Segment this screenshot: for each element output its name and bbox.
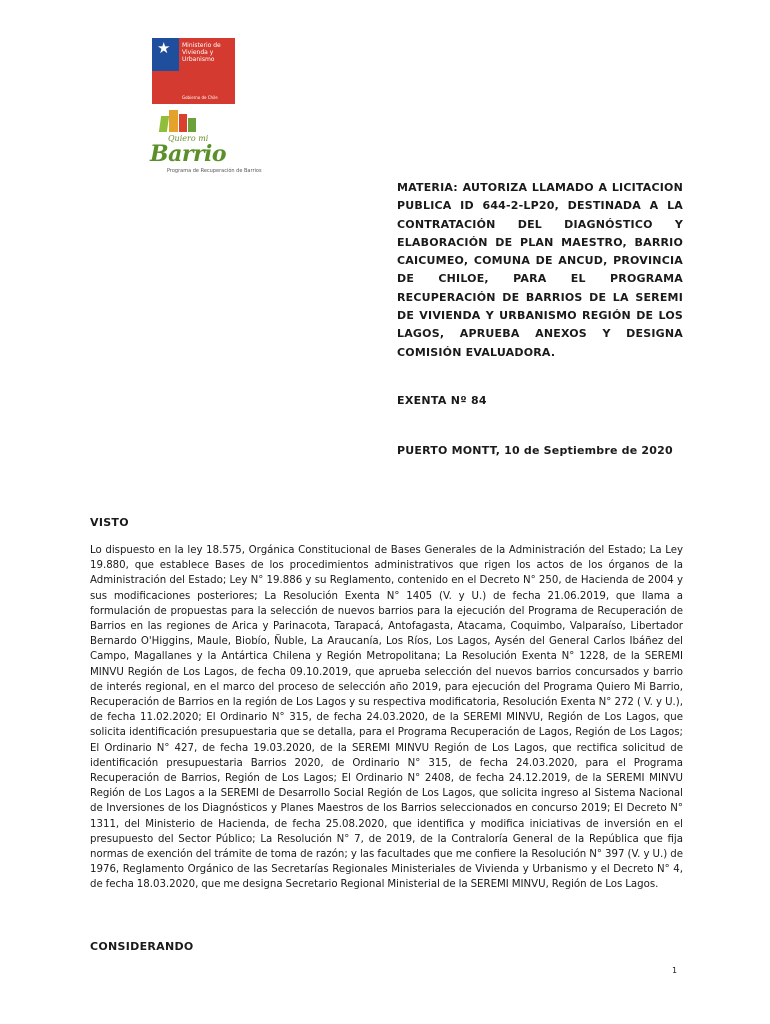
logo-figure-darkgreen (188, 118, 196, 132)
logo-program-subtitle: Programa de Recuperación de Barrios (167, 168, 262, 174)
logo-tagline: Quiero mi (168, 134, 209, 143)
considerando-heading: CONSIDERANDO (90, 940, 194, 953)
ministry-logo (152, 38, 235, 104)
materia-block: MATERIA: AUTORIZA LLAMADO A LICITACION PUBLICA ID 644-2-LP20, DESTINADA A LA CONTRATACIÓN DEL DIAGNÓSTICO Y ELABORACIÓN DE PLAN MAESTRO, BARRIO CAICUMEO, COMUNA DE ANCUD, PROVINCIA DE CHILOE, PARA EL PROGRAMA RECUPERACIÓN DE BARRIOS DE LA SEREMI DE VIVIENDA Y URBANISMO REGIÓN DE LOS LAGOS, APRUEBA ANEXOS Y DESIGNA COMISIÓN EVALUADORA. (397, 181, 683, 359)
ministry-logo-red-lower-block (152, 71, 179, 104)
star-icon: ★ (157, 39, 171, 57)
visto-heading: VISTO (90, 516, 129, 529)
logo-figure-orange (169, 110, 178, 132)
logo-brand: Barrio (150, 141, 227, 167)
page-number: 1 (672, 966, 678, 975)
visto-body: Lo dispuesto en la ley 18.575, Orgánica Constitucional de Bases Generales de la Administración del Estado; La Ley 19.880, que establece Bases de los procedimientos administrativos que rigen los actos de los órganos de la Administración del Estado; Ley N° 19.886 y su Reglamento, contenido en el Decreto N° 250, de Hacienda de 2004 y sus modificaciones posteriores; La Resolución Exenta N° 1405 (V. y U.) de fecha 21.06.2019, que llama a formulación de propuestas para la selección de nuevos barrios para la ejecución del Programa de Recuperación de Barrios en las regiones de Arica y Parinacota, Tarapacá, Antofagasta, Atacama, Coquimbo, Valparaíso, Libertador Bernardo O'Higgins, Maule, Biobío, Ñuble, La Araucanía, Los Ríos, Los Lagos, Aysén del General Carlos Ibáñez del Campo, Magallanes y la Antártica Chilena y Región Metropolitana; La Resolución Exenta N° 1228, de la SEREMI MINVU Región de Los Lagos, de fecha 09.10.2019, que aprueba selección del nuevos barrios concursados y barrio de interés regional, en el marco del proceso de selección año 2019, para ejecución del Programa Quiero Mi Barrio, Recuperación de Barrios en la región de Los Lagos y su respectiva modificatoria, Resolución Exenta N° 272 ( V. y U.), de fecha 11.02.2020; El Ordinario N° 315, de fecha 24.03.2020, de la SEREMI MINVU, Región de Los Lagos, que solicita identificación presupuestaria que se detalla, para el Programa Recuperación de Lagos, Región de Los Lagos; El Ordinario N° 427, de fecha 19.03.2020, de la SEREMI MINVU Región de Los Lagos, que rectifica solicitud de identificación presupuestaria Barrios 2020, de Ordinario N° 315, de fecha 24.03.2020, para el Programa Recuperación de Barrios, Región de Los Lagos; El Ordinario N° 2408, de fecha 24.12.2019, de la SEREMI MINVU Región de Los Lagos a la SEREMI de Desarrollo Social Región de Los Lagos, que solicita ingreso al Sistema Nacional de Inversiones de los Diagnósticos y Planes Maestros de los Barrios seleccionados en concurso 2019; El Decreto N° 1311, del Ministerio de Hacienda, de fecha 25.08.2020, que identifica y modifica iniciativas de inversión en el presupuesto del Sector Público; La Resolución N° 7, de 2019, de la Contraloría General de la República que fija normas de exención del trámite de toma de razón; y las facultades que me confiere la Resolución N° 397 (V. y U.) de 1976, Reglamento Orgánico de las Secretarías Regionales Ministeriales de Vivienda y Urbanismo y el Decreto N° 4, de fecha 18.03.2020, que me designa Secretario Regional Ministerial de la SEREMI MINVU, Región de Los Lagos. (90, 545, 683, 891)
exenta-number: EXENTA Nº 84 (397, 394, 487, 407)
quiero-mi-barrio-logo (150, 108, 262, 184)
logo-figure-red (179, 114, 187, 132)
government-name: Gobierno de Chile (182, 95, 218, 100)
logo-figure-green (159, 116, 169, 132)
place-and-date: PUERTO MONTT, 10 de Septiembre de 2020 (397, 444, 673, 457)
ministry-name: Ministerio de Vivienda y Urbanismo (182, 42, 221, 63)
